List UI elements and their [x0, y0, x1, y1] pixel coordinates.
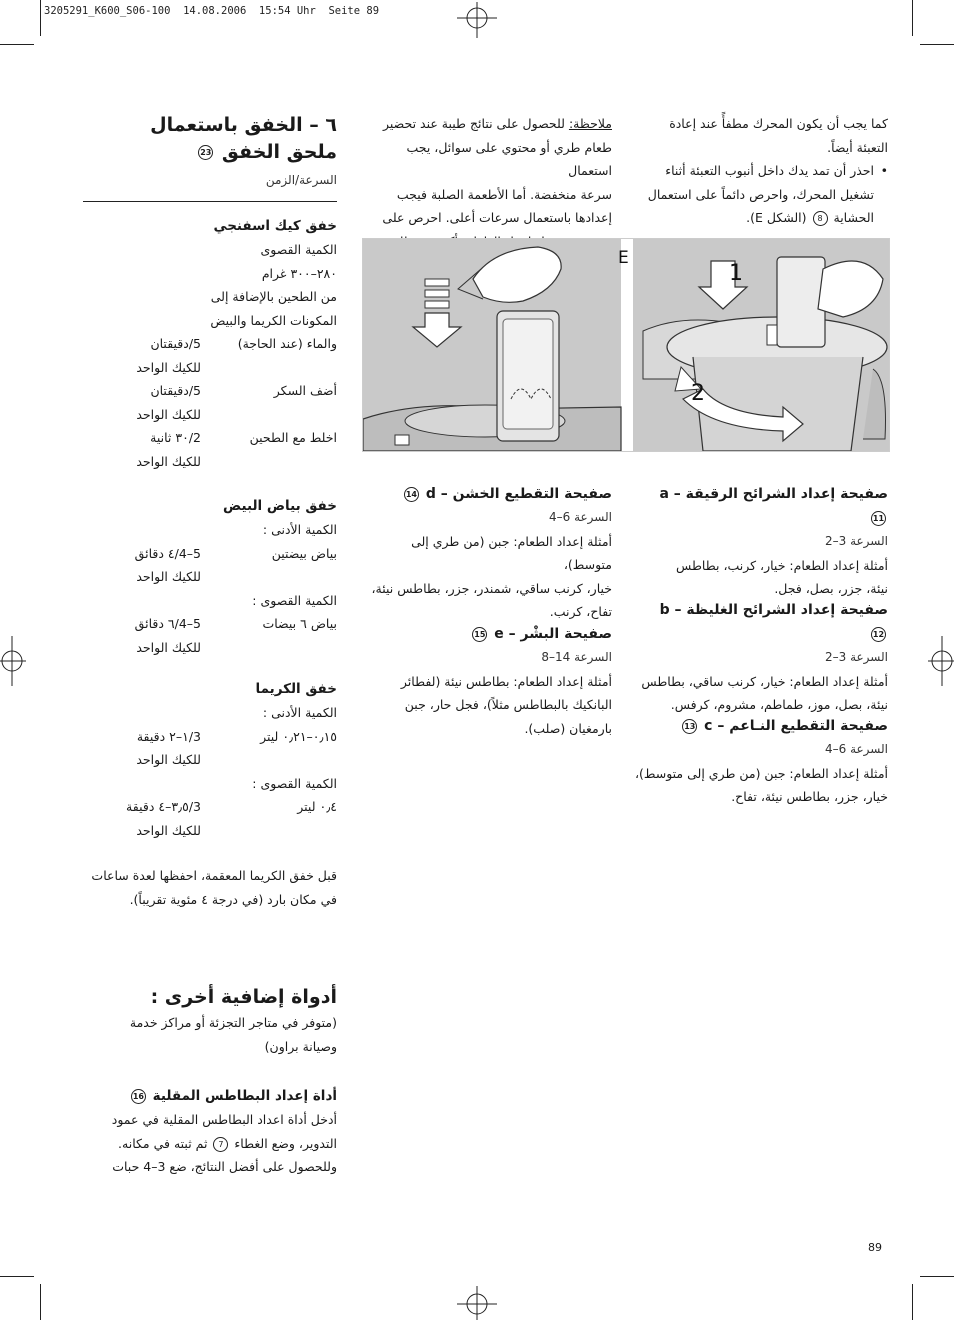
note-line: سرعة منخفضة. أما الأطعمة الصلبة فيجب [396, 186, 612, 202]
crop-mark [40, 1284, 41, 1320]
max-label: الكمية القصوى : [252, 592, 337, 608]
example-line: أمثلة إعداد الطعام: بطاطس نيئة (لفطائر [400, 673, 612, 689]
crop-mark [912, 1284, 913, 1320]
whisk-column [83, 112, 337, 193]
whisk-title-line1: ٦ – الخفق باستعمال [150, 114, 337, 136]
speed: السرعة 6–4 [824, 742, 888, 756]
fries-line: أدخل أداة اعداد البطاطس المقلية في عمود [111, 1112, 337, 1127]
speed-time-label: السرعة/الزمن [265, 173, 337, 187]
disc-d-section [362, 482, 612, 624]
ref-number: 15 [472, 627, 487, 642]
ref-number: 8 [813, 211, 828, 226]
max-label: الكمية القصوى : [252, 775, 337, 791]
extras-line: (متوفر في متاجر التجزئة أو مراكز خدمة [129, 1015, 337, 1030]
example-line: البانكيك بالبطاطس مثلاً)، فجل حار، جبن [404, 697, 612, 712]
disc-b-section [636, 598, 888, 717]
cream-row-cont: للكيك الواحد [136, 822, 201, 838]
min-label: الكمية الأدنى : [262, 705, 337, 720]
ref-number: 7 [213, 1137, 228, 1152]
disc-c-heading: صفيحة التقطيع النـاعم – c 13 [684, 718, 888, 734]
speed: السرعة 14–8 [541, 650, 612, 664]
print-slug: 3205291_K600_S06-100 14.08.2006 15:54 Uhr Seite 89 [44, 5, 380, 17]
note-line: طعام طري أو محتوي على سوائل، يجب استعمال [406, 139, 612, 178]
fries-line: وللحصول على أفضل النتائج، ضع 3–4 حبات [112, 1159, 337, 1174]
disc-a-section [636, 482, 888, 601]
max-label: الكمية القصوى [260, 242, 337, 257]
extras-heading: أدواة إضافية أخرى : [150, 986, 337, 1008]
note-line: في مكان بارد (في درجة ٤ مئوية تقريباً). [129, 891, 337, 907]
cream-section [83, 677, 337, 842]
note-line: إعدادها باستعمال سرعات أعلى. احرص على [382, 210, 612, 225]
disc-b-heading: صفيحة إعداد الشرائح الغليظة – b 12 [636, 598, 888, 646]
assembly-illustration [362, 238, 890, 452]
speed: السرعة 6–4 [548, 510, 612, 524]
example-line: أمثلة إعداد الطعام: خيار، كرنب، بطاطس [676, 557, 888, 573]
extras-line: وصيانة براون) [264, 1038, 337, 1054]
sponge-heading: خفق كيك اسفنجي [213, 218, 337, 234]
example-line: أمثلة إعداد الطعام: خيار، كرنب ساقي، بطاطس [641, 673, 888, 689]
safety-line: التعبئة أيضاً. [827, 139, 888, 155]
crop-mark [0, 44, 34, 45]
figure-label: E [618, 248, 629, 268]
speed: السرعة 3–2 [824, 534, 888, 548]
ref-number: 16 [131, 1089, 146, 1104]
disc-e-section [362, 622, 612, 740]
figure-number-2: 2 [691, 381, 705, 406]
sponge-line: المكونات الكريما والبيض [210, 312, 337, 328]
ref-number: 11 [871, 511, 886, 526]
extras-section [83, 984, 337, 1058]
cream-row: ٠٫١٥–٠٫٢١ ليتر 3/١–٢ دقيقة [136, 728, 337, 744]
min-label: الكمية الأدنى : [262, 522, 337, 537]
cream-row-cont: للكيك الواحد [136, 752, 201, 767]
eggwhite-row-cont: للكيك الواحد [136, 569, 201, 584]
bullet-item: • احذر أن تمد يدك داخل أنبوب التعبئة أثناء تشغيل المحرك، واحرص دائماً على استعمال الحشاية 8 (الشكل E). [636, 159, 888, 230]
note-line: ملاحظة: للحصول على نتائج طيبة عند تحضير [383, 116, 612, 131]
eggwhite-row: بياض ٦ بيضات 5–4/٦ دقائق [134, 616, 337, 631]
speed: السرعة 3–2 [824, 650, 888, 664]
sponge-row: اخلط مع الطحين 2/٣٠ ثانية [150, 430, 337, 445]
registration-mark-right [928, 636, 954, 686]
cream-heading: خفق الكريما [255, 681, 337, 697]
sponge-row-cont: للكيك الواحد [136, 453, 201, 469]
disc-c-section [626, 714, 888, 809]
note-section [362, 112, 612, 253]
eggwhite-section [83, 494, 337, 659]
page-number: 89 [868, 1241, 882, 1254]
fries-line: التدوير، وضع الغطاء 7 ثم ثبته في مكانه. [118, 1135, 337, 1151]
ref-number: 14 [404, 487, 419, 502]
eggwhite-row: بياض بيضتين 5–4/٤ دقائق [134, 545, 337, 561]
example-line: خيار، كرنب ساقي، شمندر، جزر، بطاطس نيئة، [371, 580, 612, 596]
cream-note [83, 864, 337, 911]
fries-section [83, 1084, 337, 1179]
disc-a-heading: صفيحة إعداد الشرائح الرقيقة – a 11 [636, 482, 888, 530]
sponge-section [83, 214, 337, 473]
sponge-line: من الطحين بالإضافة إلى [210, 289, 337, 304]
eggwhite-row-cont: للكيك الواحد [136, 639, 201, 655]
disc-d-heading: صفيحة التقطيع الخشن – d 14 [405, 486, 612, 502]
note-line: قبل خفق الكريما المعقمة، احفظها لعدة ساعات [91, 868, 337, 883]
registration-mark-left [0, 636, 26, 686]
safety-line: كما يجب أن يكون المحرك مطفأً عند إعادة [669, 116, 888, 131]
crop-mark [920, 44, 954, 45]
crop-mark [920, 1276, 954, 1277]
cream-row: ٠٫٤ ليتر 3/٣٫٥–٤ دقيقة [126, 799, 337, 814]
sponge-row-cont: للكيك الواحد [136, 406, 201, 422]
example-line: أمثلة إعداد الطعام: جبن (من طري إلى متوسط)، [411, 533, 612, 572]
ref-number: 12 [871, 627, 886, 642]
figure-number-1: 1 [729, 261, 743, 286]
sponge-row-cont: للكيك الواحد [136, 359, 201, 375]
divider-line [83, 201, 337, 202]
example-line: نيئة، جزر، بصل، فجل. [774, 581, 888, 596]
fries-heading: أداة إعداد البطاطس المقلية 16 [132, 1088, 337, 1104]
sponge-row: أضف السكر 5/دقيقتان [150, 383, 337, 398]
max-value: ٢٨٠–٣٠٠ غرام [261, 265, 337, 281]
example-line: تفاح، كرنب. [549, 604, 612, 619]
registration-mark-top [455, 2, 499, 38]
example-line: بارمغيان (صلب). [524, 720, 612, 736]
crop-mark [40, 0, 41, 36]
sponge-row: والماء (عند الحاجة) 5/دقيقتان [150, 336, 337, 351]
figure-drawing [363, 239, 889, 451]
registration-mark-bottom [455, 1286, 499, 1320]
ref-number: 23 [198, 145, 213, 160]
crop-mark [0, 1276, 34, 1277]
safety-section [636, 112, 888, 230]
example-line: أمثلة إعداد الطعام: جبن (من طري إلى متوسط)، [634, 765, 888, 781]
eggwhite-heading: خفق بياض البيض [223, 498, 337, 514]
disc-e-heading: صفيحة البشْر – e 15 [474, 626, 612, 642]
crop-mark [912, 0, 913, 36]
example-line: نيئة، بصل، موز، طماطم، مشروم، كرفس. [670, 697, 888, 712]
example-line: خيار، جزر، بطاطس نيئة، تفاح. [731, 789, 888, 804]
whisk-title-line2: ملحق الخفق 23 [200, 141, 337, 163]
ref-number: 13 [682, 719, 697, 734]
